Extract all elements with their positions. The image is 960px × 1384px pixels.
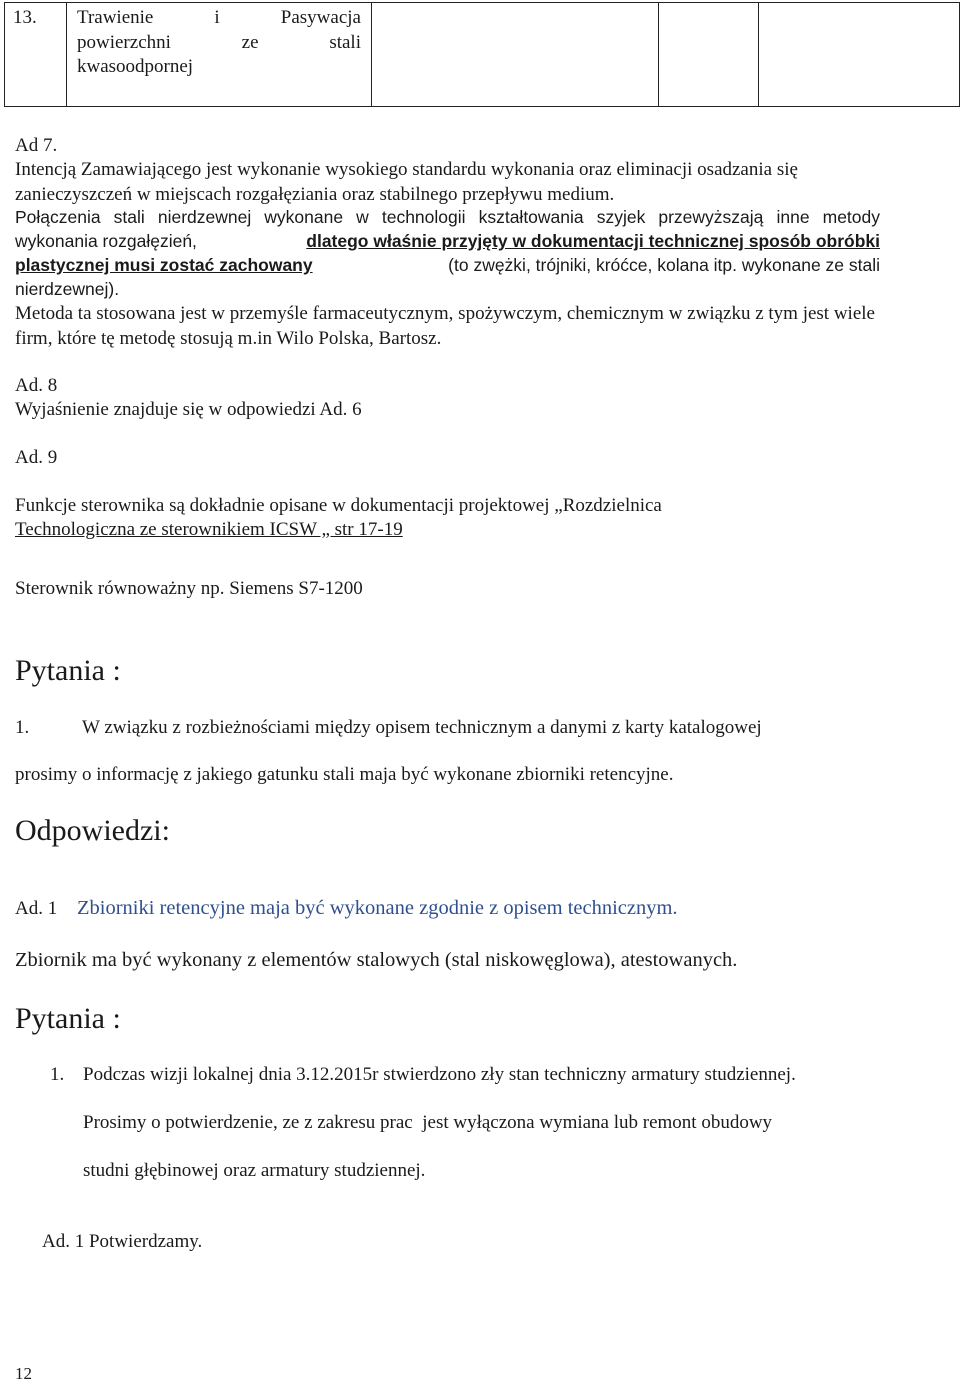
- ad7-paragraph-2-line-2: [15, 229, 880, 254]
- answer-line-2: Zbiornik ma być wykonany z elementów stalowych (stal niskowęglowa), atestowanych.: [15, 949, 738, 971]
- item-name-word: Pasywacja: [280, 7, 361, 28]
- ad8-heading: Ad. 8: [15, 375, 58, 396]
- item-name-word: powierzchni: [77, 31, 171, 53]
- ad7-paragraph-2-line-4: nierdzewnej).: [15, 279, 120, 299]
- row-number: 13.: [13, 7, 37, 28]
- question-2-line-1: Podczas wizji lokalnej dnia 3.12.2015r stwierdzono zły stan techniczny armatury studziennej.: [83, 1064, 796, 1085]
- answers-heading: Odpowiedzi:: [15, 814, 170, 847]
- questions-heading-2: Pytania :: [15, 1002, 121, 1035]
- item-name-line-1: [77, 6, 361, 31]
- question-line-2: prosimy o informację z jakiego gatunku stali maja być wykonane zbiorniki retencyjne.: [15, 764, 674, 785]
- empty-cell: [372, 3, 659, 107]
- item-name-word: Trawienie: [77, 7, 154, 28]
- question-2-line-2: Prosimy o potwierdzenie, ze z zakresu prac jest wyłączona wymiana lub remont obudowy: [83, 1112, 773, 1133]
- item-name-line-3: kwasoodpornej: [77, 56, 194, 77]
- plain-text: wykonania rozgałęzień,: [15, 231, 197, 251]
- question-number: 1.: [15, 717, 30, 738]
- answer-label: Ad. 1: [15, 898, 58, 919]
- question-2-line-3: studni głębinowej oraz armatury studziennej.: [83, 1160, 426, 1181]
- question-number-2: 1.: [50, 1064, 65, 1085]
- ad7-heading: Ad 7.: [15, 135, 58, 156]
- question-line-1: W związku z rozbieżnościami między opisem technicznym a danymi z karty katalogowej: [82, 717, 762, 738]
- item-name-word: ze: [241, 31, 259, 53]
- ad9-heading: Ad. 9: [15, 447, 58, 468]
- ad9-line-1: Funkcje sterownika są dokładnie opisane w dokumentacji projektowej „Rozdzielnica: [15, 495, 662, 516]
- empty-cell: [659, 3, 759, 107]
- ad7-paragraph-2-line-3: [15, 253, 880, 278]
- row-number-cell: [5, 3, 67, 107]
- ad9-line-2: Technologiczna ze sterownikiem ICSW „ str 17-19: [15, 519, 403, 540]
- emphasized-text: plastycznej musi zostać zachowany: [15, 255, 313, 275]
- item-name-word: i: [214, 7, 220, 28]
- work-items-table: [4, 2, 960, 107]
- ad8-text: Wyjaśnienie znajduje się w odpowiedzi Ad. 6: [15, 399, 362, 420]
- table-row: [5, 3, 960, 107]
- questions-heading: Pytania :: [15, 654, 121, 687]
- answer-text: Zbiorniki retencyjne maja być wykonane zgodnie z opisem technicznym.: [77, 897, 678, 919]
- item-name-line-2: [77, 31, 361, 56]
- ad9-equivalent: Sterownik równoważny np. Siemens S7-1200: [15, 578, 363, 599]
- item-name-cell: [67, 3, 372, 107]
- plain-text: (to zwężki, trójniki, króćce, kolana itp. wykonane ze stali: [448, 255, 880, 275]
- ad7-paragraph-3: Metoda ta stosowana jest w przemyśle farmaceutycznym, spożywczym, chemicznym w związku z tym jest wiele firm, które tę metodę stosują m.in Wilo Polska, Bartosz.: [15, 303, 875, 349]
- answer-2: Ad. 1 Potwierdzamy.: [42, 1231, 203, 1252]
- page-number: 12: [15, 1364, 32, 1383]
- empty-cell: [759, 3, 960, 107]
- ad7-paragraph-2-line-1: Połączenia stali nierdzewnej wykonane w technologii kształtowania szyjek przewyższają inne metody: [15, 207, 880, 227]
- emphasized-text: dlatego właśnie przyjęty w dokumentacji technicznej sposób obróbki: [306, 231, 880, 251]
- item-name-word: stali: [329, 31, 361, 53]
- ad7-paragraph-1: Intencją Zamawiającego jest wykonanie wysokiego standardu wykonania oraz eliminacji osadzania się zanieczyszczeń w miejscach rozgałęziania oraz stabilnego przepływu medium.: [15, 159, 798, 205]
